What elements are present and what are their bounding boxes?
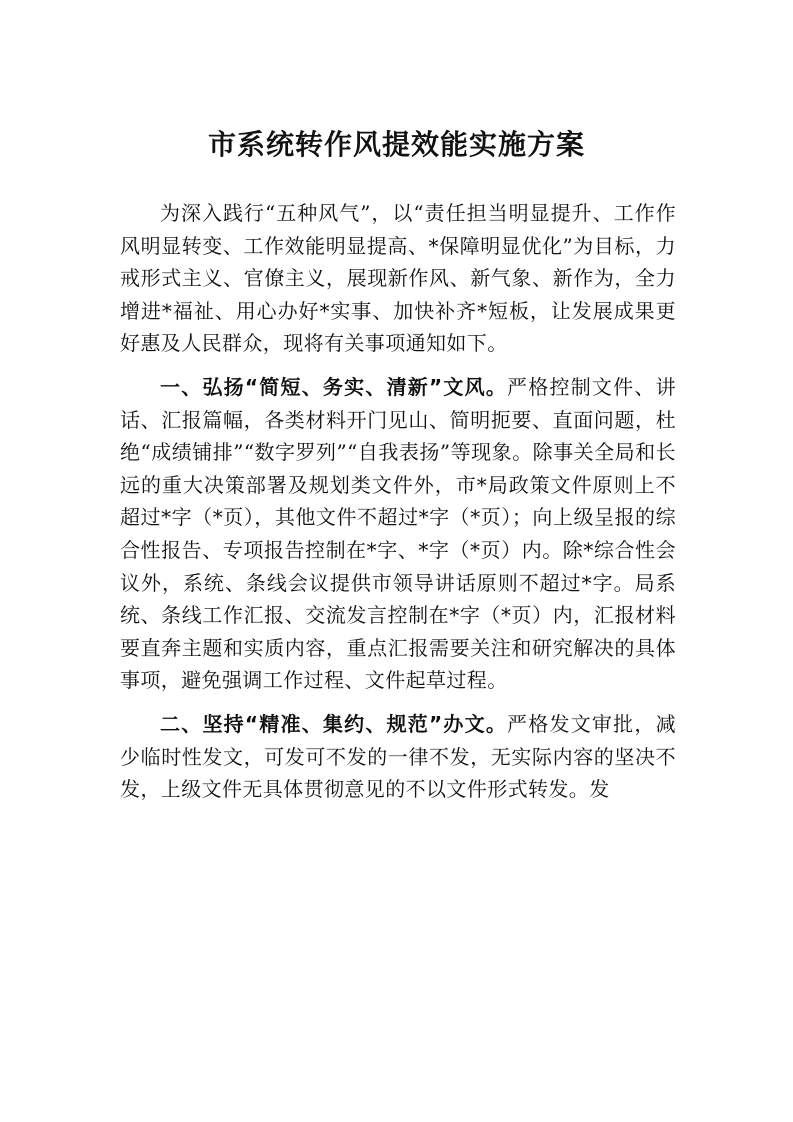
- intro-paragraph: [120, 197, 676, 360]
- intro-paragraph-text: 为深入践行“五种风气”，以“责任担当明显提升、工作作风明显转变、工作效能明显提高、*保障明显优化”为目标，力戒形式主义、官僚主义，展现新作风、新气象、新作为，全力增进*福祉、用心办好*实事、加快补齐*短板，让发展成果更好惠及人民群众，现将有关事项通知如下。: [120, 201, 676, 356]
- section-one-text: 严格控制文件、讲话、汇报篇幅，各类材料开门见山、简明扼要、直面问题，杜绝“成绩铺排”“数字罗列”“自我表扬”等现象。除事关全局和长远的重大决策部署及规划类文件外，市*局政策文件原则上不超过*字（*页），其他文件不超过*字（*页）；向上级呈报的综合性报告、专项报告控制在*字、*字（*页）内。除*综合性会议外，系统、条线会议提供市领导讲话原则不超过*字。局系统、条线工作汇报、交流发言控制在*字（*页）内，汇报材料要直奔主题和实质内容，重点汇报需要关注和研究解决的具体事项，避免强调工作过程、文件起草过程。: [120, 374, 676, 693]
- section-one-heading: 一、弘扬“简短、务实、清新”文风。: [160, 374, 508, 399]
- section-one-paragraph: [120, 371, 676, 697]
- document-body: [120, 197, 676, 806]
- section-two-paragraph: [120, 708, 676, 806]
- document-title: 市系统转作风提效能实施方案: [207, 128, 585, 161]
- section-two-text: 严格发文审批，减少临时性发文，可发可不发的一律不发，无实际内容的坚决不发，上级文件无具体贯彻意见的不以文件形式转发。发: [120, 711, 676, 802]
- section-two-heading: 二、坚持“精准、集约、规范”办文。: [160, 711, 508, 736]
